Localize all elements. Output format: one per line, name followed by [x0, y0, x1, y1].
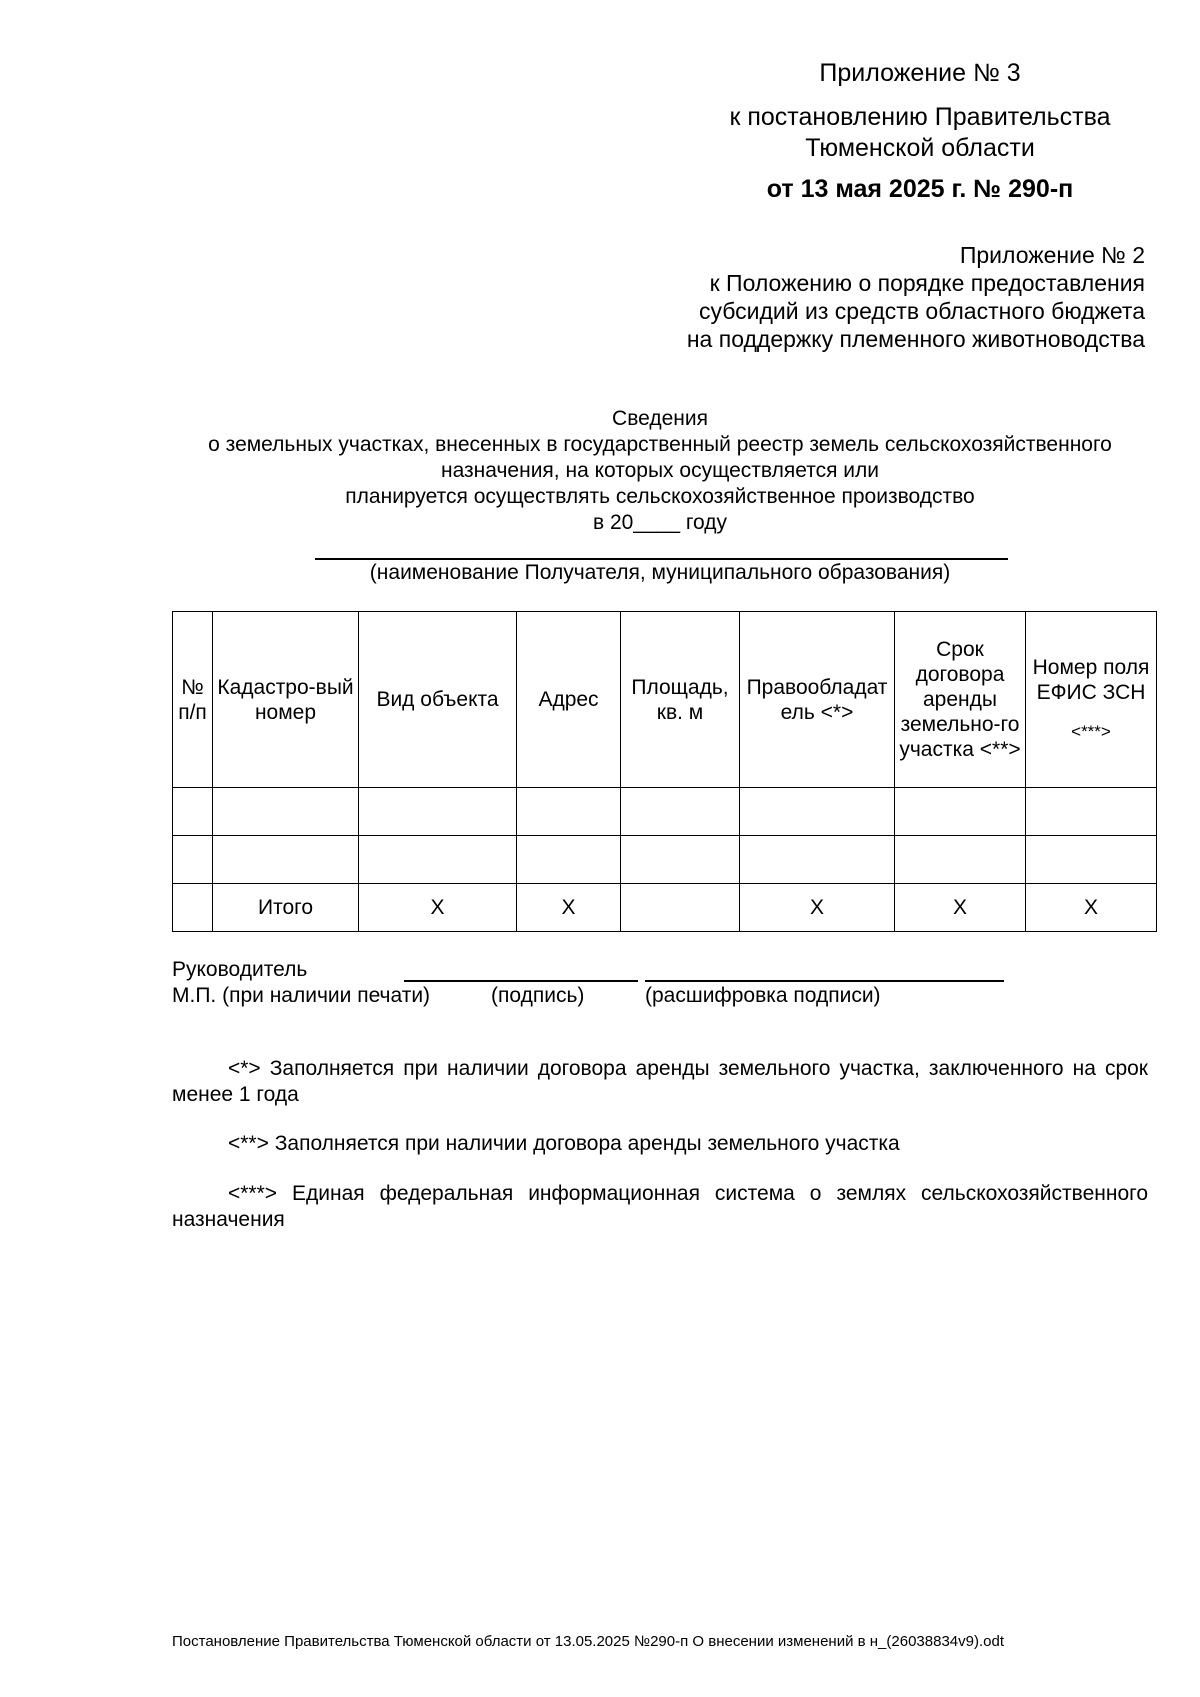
total-cell-object-type: X: [359, 884, 517, 932]
document-footer: Постановление Правительства Тюменской области от 13.05.2025 №290-п О внесении изменений в н_(26038834v9).odt: [172, 1633, 1004, 1650]
table-cell[interactable]: [895, 836, 1026, 884]
table-cell[interactable]: [517, 836, 621, 884]
total-cell-lease-term: X: [895, 884, 1026, 932]
appendix3-title: Приложение № 3: [819, 59, 1021, 87]
land-plots-table: [172, 611, 1157, 932]
table-cell[interactable]: [621, 836, 740, 884]
note-2: <**> Заполняется при наличии договора аренды земельного участка: [228, 1132, 900, 1155]
table-cell[interactable]: [213, 836, 359, 884]
total-cell-number: [173, 884, 213, 932]
appendix3-line2: Тюменской области: [805, 134, 1035, 162]
total-cell-field-number: X: [1026, 884, 1157, 932]
col-header-number: № п/п: [173, 612, 213, 788]
table-cell[interactable]: [621, 788, 740, 836]
table-total-row: [173, 884, 1157, 932]
heading-line4: планируется осуществлять сельскохозяйственное производство: [345, 485, 975, 508]
heading-line1: Сведения: [612, 407, 708, 430]
head-label: Руководитель: [172, 958, 308, 981]
table-cell[interactable]: [1026, 788, 1157, 836]
decoding-line: [645, 980, 1004, 982]
appendix2-line3: на поддержку племенного животноводства: [686, 326, 1145, 352]
table-cell[interactable]: [1026, 836, 1157, 884]
appendix2-title: Приложение № 2: [959, 242, 1145, 268]
table-row: [173, 836, 1157, 884]
heading-line3: назначения, на которых осуществляется или: [441, 459, 879, 482]
total-cell-label: Итого: [213, 884, 359, 932]
table-cell[interactable]: [213, 788, 359, 836]
field-number-label: Номер поля ЕФИС ЗСН: [1032, 656, 1150, 704]
table-cell[interactable]: [517, 788, 621, 836]
note-1: <*> Заполняется при наличии договора аренды земельного участка, заключенного на срок менее 1 года: [172, 1057, 1148, 1106]
decoding-caption: (расшифровка подписи): [645, 984, 881, 1007]
table-cell[interactable]: [740, 788, 895, 836]
table-cell[interactable]: [895, 788, 1026, 836]
col-header-object-type: Вид объекта: [359, 612, 517, 788]
table-row: [173, 788, 1157, 836]
signature-caption: (подпись): [491, 984, 585, 1007]
recipient-caption: (наименование Получателя, муниципального образования): [369, 561, 951, 584]
appendix3-line1: к постановлению Правительства: [729, 103, 1111, 131]
col-header-address: Адрес: [517, 612, 621, 788]
table-cell[interactable]: [173, 836, 213, 884]
stamp-label: М.П. (при наличии печати): [172, 984, 431, 1007]
signature-line: [404, 980, 638, 982]
total-cell-owner: X: [740, 884, 895, 932]
table-header-row: [173, 612, 1157, 788]
note-3: <***> Единая федеральная информационная система о землях сельскохозяйственного назначения: [172, 1182, 1148, 1231]
heading-line2: о земельных участках, внесенных в государственный реестр земель сельскохозяйственного: [208, 433, 1112, 456]
table-cell[interactable]: [359, 836, 517, 884]
col-header-field-number: [1026, 612, 1157, 788]
appendix3-date: от 13 мая 2025 г. № 290-п: [766, 175, 1074, 203]
col-header-area: Площадь, кв. м: [621, 612, 740, 788]
table-cell[interactable]: [173, 788, 213, 836]
col-header-lease-term: Срок договора аренды земельно-го участка <**>: [895, 612, 1026, 788]
field-number-note-mark: <***>: [1071, 722, 1111, 741]
table-cell[interactable]: [359, 788, 517, 836]
col-header-cadastral: Кадастро-вый номер: [213, 612, 359, 788]
total-cell-address: X: [517, 884, 621, 932]
heading-line5: в 20____ году: [592, 511, 728, 534]
total-cell-area[interactable]: [621, 884, 740, 932]
appendix2-line1: к Положению о порядке предоставления: [709, 270, 1145, 296]
table-cell[interactable]: [740, 836, 895, 884]
col-header-owner: Правообладатель <*>: [740, 612, 895, 788]
appendix2-line2: субсидий из средств областного бюджета: [698, 298, 1145, 324]
